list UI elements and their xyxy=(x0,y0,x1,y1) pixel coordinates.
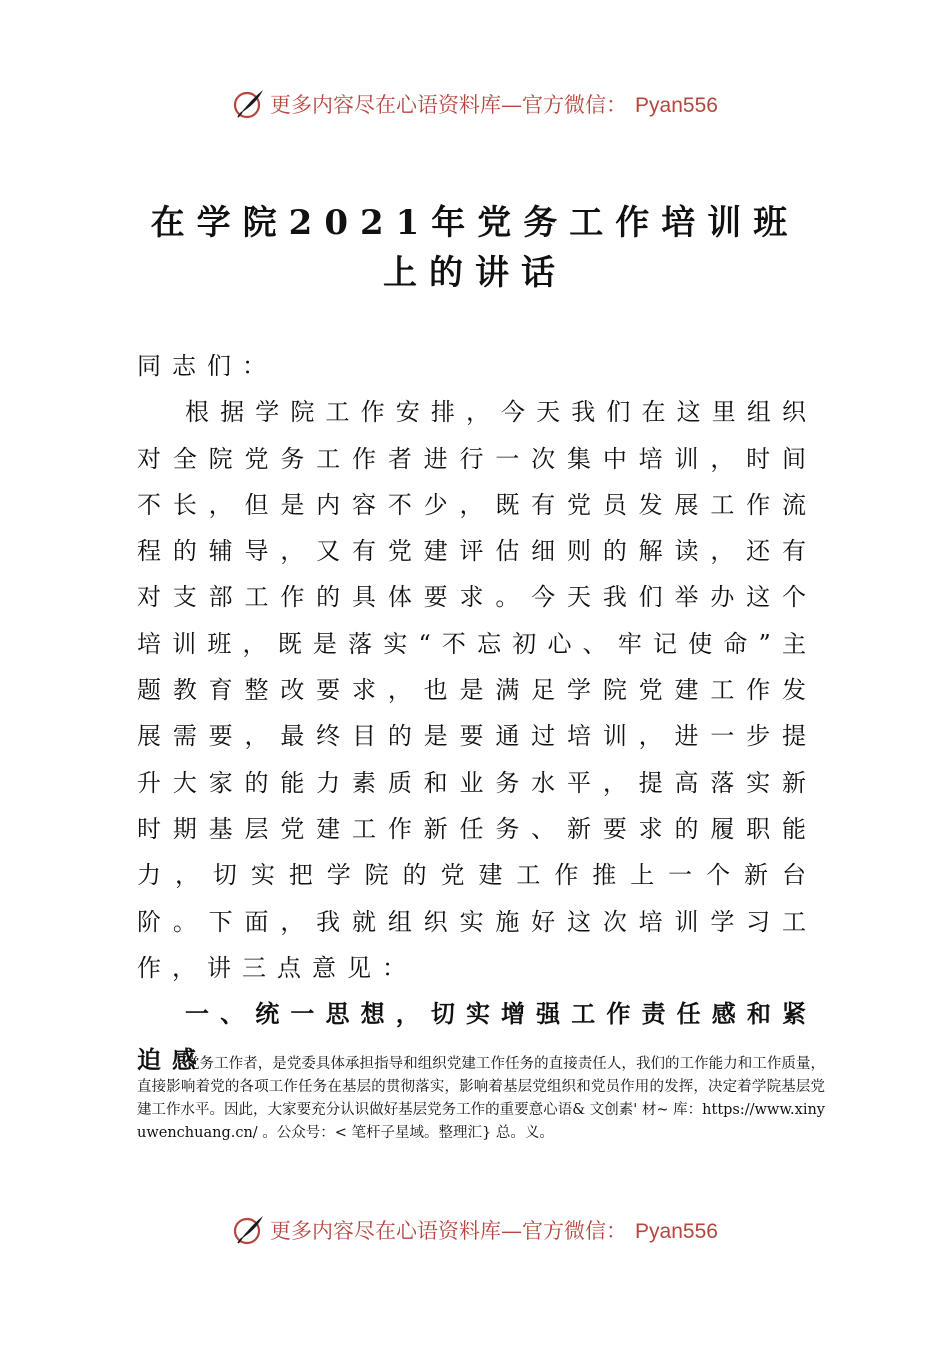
title-line-2: 上的讲话 xyxy=(383,253,567,293)
wechat-id: Pyan556 xyxy=(635,94,718,117)
wechat-id: Pyan556 xyxy=(635,1220,718,1243)
watermark-text: 更多内容尽在心语资料库—官方微信： Pyan556 xyxy=(270,1219,718,1243)
paragraph-1: 根据学院工作安排，今天我们在这里组织对全院党务工作者进行一次集中培训，时间不长，但是内容不少，既有党员发展工作流程的辅导，又有党建评估细则的解读，还有对支部工作的具体要求。今天我们举办这个培训班，既是落实“不忘初心、牢记使命”主题教育整改要求，也是满足学院党建工作发展需要，最终目的是要通过培训，进一步提升大家的能力素质和业务水平，提高落实新时期基层党建工作新任务、新要求的履职能力，切实把学院的党建工作推上一个新台阶。下面，我就组织实施好这次培训学习工作，讲三点意见： xyxy=(137,398,817,982)
watermark-text: 更多内容尽在心语资料库—官方微信： Pyan556 xyxy=(270,93,718,117)
paragraph-2: 党务工作者，是党委具体承担指导和组织党建工作任务的直接责任人，我们的工作能力和工作质量，直接影响着党的各项工作任务在基层的贯彻落实，影响着基层党组织和党员作用的发挥，决定着学院基层党建工作水平。因此，大家要充分认识做好基层党务工作的重要意心语& 文创素' 材~ 库：https://www.xinyuwenchuang.cn/ 。公众号：< 笔杆子星域。整理汇} 总。义。 xyxy=(137,1055,825,1141)
quill-circle-logo-icon xyxy=(232,87,266,121)
header-watermark-banner xyxy=(0,82,950,126)
title-line-1: 在学院2021年党务工作培训班 xyxy=(150,203,800,243)
document-title xyxy=(0,198,950,298)
footer-watermark-banner xyxy=(0,1208,950,1252)
section-heading-1: 一、统一思想，切实增强工作责任感和紧迫感 xyxy=(137,1000,817,1075)
salutation: 同志们： xyxy=(137,352,277,380)
quill-circle-logo-icon xyxy=(232,1213,266,1247)
document-body xyxy=(137,343,817,1083)
